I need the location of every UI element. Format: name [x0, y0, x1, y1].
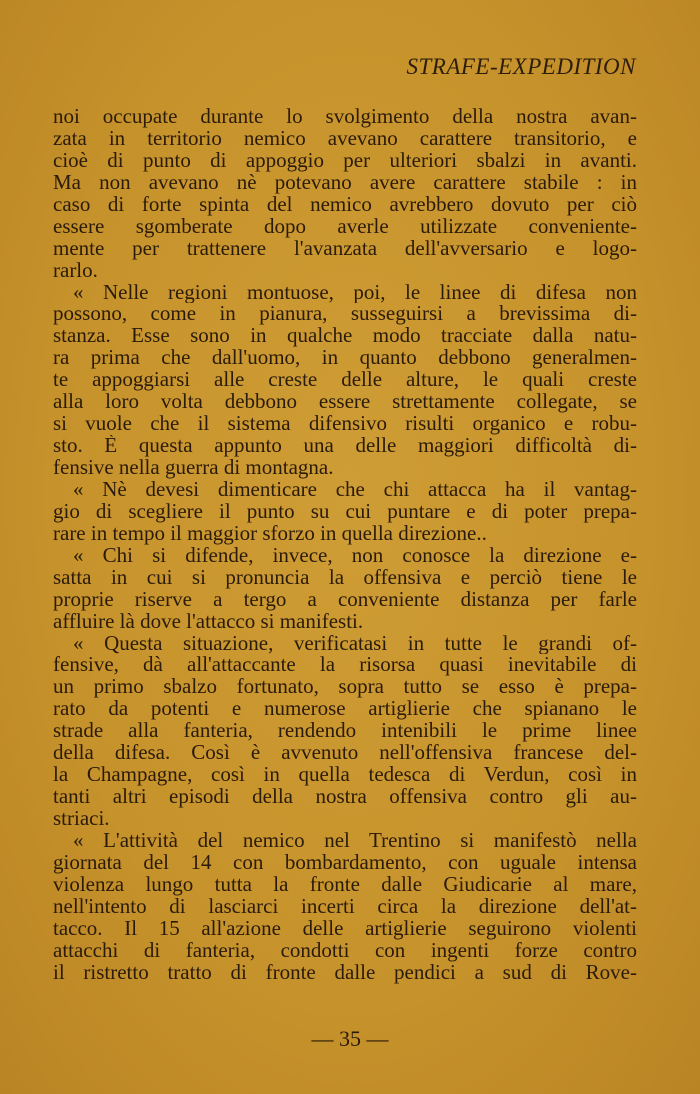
text-line: zata in territorio nemico avevano carattere transitorio, e	[53, 127, 637, 150]
text-line: mente per trattenere l'avanzata dell'avversario e logo-	[53, 237, 637, 260]
text-line: alla loro volta debbono essere strettamente collegate, se	[53, 391, 637, 414]
text-line: della difesa. Così è avvenuto nell'offensiva francese del-	[53, 742, 637, 765]
text-line: fensive, dà all'attaccante la risorsa quasi inevitabile di	[53, 654, 637, 677]
text-line: « Chi si difende, invece, non conosce la direzione e-	[73, 544, 637, 567]
paragraph	[53, 545, 637, 633]
text-line: strade alla fanteria, rendendo intenibili le prime linee	[53, 720, 637, 743]
paragraph	[53, 479, 637, 545]
text-line: « Nè devesi dimenticare che chi attacca ha il vantag-	[73, 478, 637, 501]
text-line: il ristretto tratto di fronte dalle pendici a sud di Rove-	[53, 961, 637, 984]
text-line: « L'attività del nemico nel Trentino si manifestò nella	[73, 829, 637, 852]
text-line: attacchi di fanteria, condotti con ingenti forze contro	[53, 939, 637, 962]
text-line: te appoggiarsi alle creste delle alture, le quali creste	[53, 369, 637, 392]
text-line: ra prima che dall'uomo, in quanto debbono generalmen-	[53, 347, 637, 370]
running-header: STRAFE-EXPEDITION	[406, 54, 636, 79]
page-number: — 35 —	[311, 1026, 389, 1051]
text-line: stanza. Esse sono in qualche modo tracciate dalla natu-	[53, 325, 637, 348]
text-line: la Champagne, così in quella tedesca di Verdun, così in	[53, 764, 637, 787]
text-line: satta in cui si pronuncia la offensiva e perciò tiene le	[53, 566, 637, 589]
text-line: un primo sbalzo fortunato, sopra tutto se esso è prepa-	[53, 676, 637, 699]
text-line: « Questa situazione, verificatasi in tutte le grandi of-	[73, 632, 637, 655]
text-line: Ma non avevano nè potevano avere carattere stabile : in	[53, 171, 637, 194]
paragraph	[53, 282, 637, 479]
text-line: tanti altri episodi della nostra offensiva contro gli au-	[53, 786, 637, 808]
text-line: « Nelle regioni montuose, poi, le linee di difesa non	[73, 281, 637, 304]
text-line: rare in tempo il maggior sforzo in quella direzione..	[53, 522, 487, 545]
text-line: si vuole che il sistema difensivo risulti organico e robu-	[53, 413, 637, 436]
text-line: nell'intento di lasciarci incerti circa la direzione dell'at-	[53, 895, 637, 918]
text-line: rarlo.	[53, 259, 98, 282]
text-line: rato da potenti e numerose artiglierie che spianano le	[53, 698, 637, 721]
text-line: proprie riserve a tergo a conveniente distanza per farle	[53, 588, 637, 611]
text-line: violenza lungo tutta la fronte dalle Giudicarie al mare,	[53, 873, 637, 896]
text-line: fensive nella guerra di montagna.	[53, 457, 334, 479]
text-line: cioè di punto di appoggio per ulteriori sbalzi in avanti.	[53, 149, 637, 172]
text-line: noi occupate durante lo svolgimento della nostra avan-	[53, 106, 637, 128]
text-line: tacco. Il 15 all'azione delle artiglierie seguirono violenti	[53, 917, 637, 940]
paragraph	[53, 830, 637, 984]
page-body	[53, 106, 637, 984]
paragraph	[53, 106, 637, 282]
text-line: possono, come in pianura, susseguirsi a brevissima di-	[53, 303, 637, 326]
text-line: sto. È questa appunto una delle maggiori difficoltà di-	[53, 435, 637, 457]
text-line: striaci.	[53, 808, 110, 830]
text-line: giornata del 14 con bombardamento, con uguale intensa	[53, 851, 637, 874]
text-line: gio di scegliere il punto su cui puntare e di poter prepa-	[53, 500, 637, 523]
text-line: caso di forte spinta del nemico avrebbero dovuto per ciò	[53, 193, 637, 216]
text-line: essere sgomberate dopo averle utilizzate conveniente-	[53, 215, 637, 238]
text-line: affluire là dove l'attacco si manifesti.	[53, 610, 364, 633]
paragraph	[53, 633, 637, 830]
